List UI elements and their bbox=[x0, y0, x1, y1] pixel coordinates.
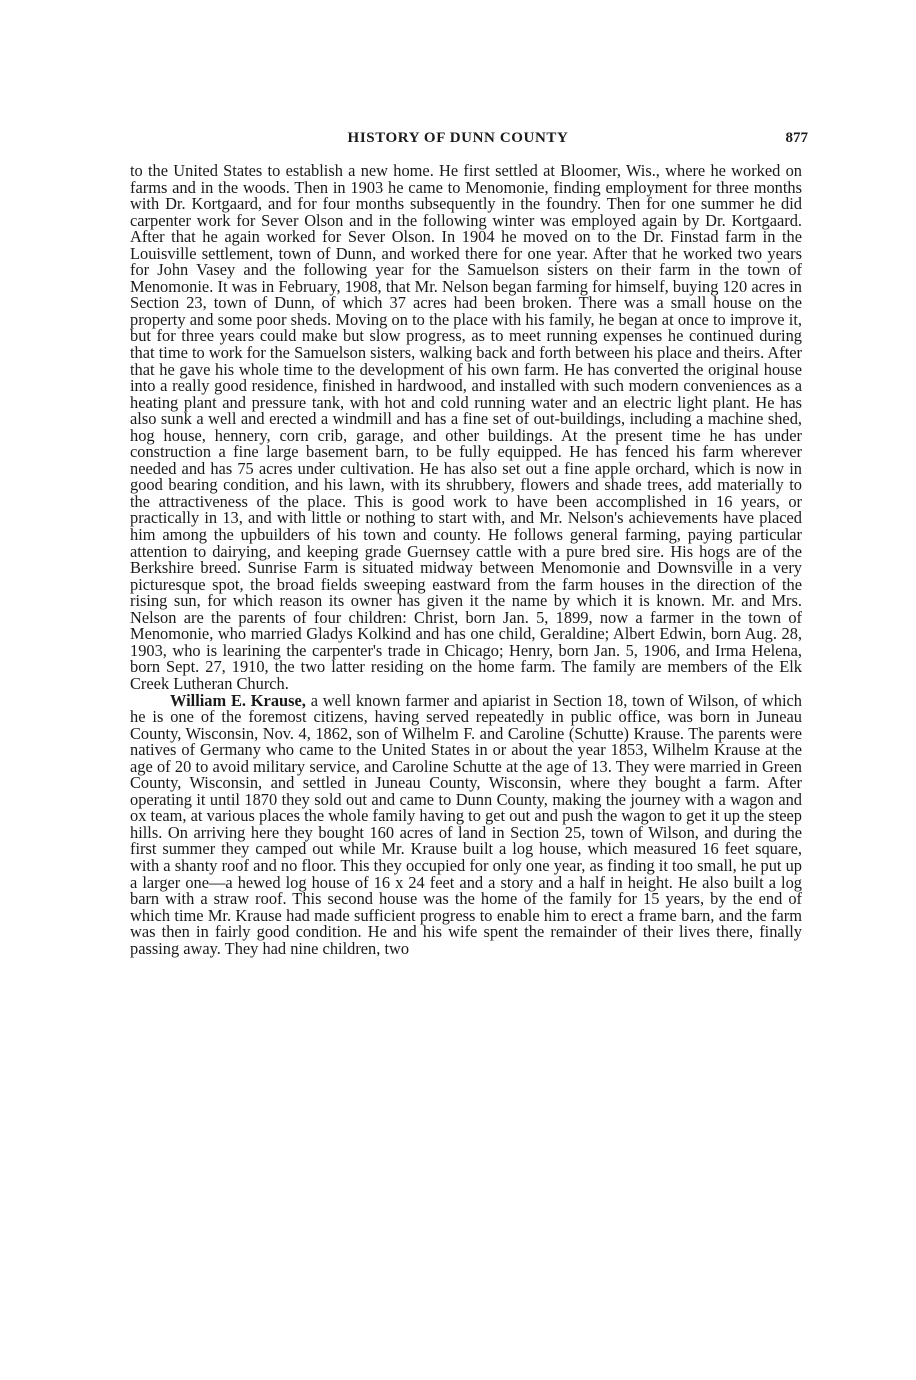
page-header bbox=[0, 130, 916, 150]
paragraph-text: a well known farmer and apiarist in Section 18, town of Wilson, of which he is one of the foremost citizens, having served repeatedly in public office, was born in Juneau County, Wisconsin, Nov. 4, 1862, son of Wilhelm F. and Caroline (Schutte) Krause. The parents were natives of Germany who came to the United States in or about the year 1853, Wilhelm Krause at the age of 20 to avoid military service, and Caroline Schutte at the age of 13. They were married in Green County, Wisconsin, and settled in Juneau County, Wisconsin, where they bought a farm. After operating it until 1870 they sold out and came to Dunn County, making the journey with a wagon and ox team, at various places the whole family having to get out and push the wagon to get it up the steep hills. On arriving here they bought 160 acres of land in Section 25, town of Wilson, and during the first summer they camped out while Mr. Krause built a log house, which measured 16 feet square, with a shanty roof and no floor. This they occupied for only one year, as finding it too small, he put up a larger one—a hewed log house of 16 x 24 feet and a story and a half in height. He also built a log barn with a straw roof. This second house was the home of the family for 15 years, by the end of which time Mr. Krause had made sufficient progress to enable him to erect a frame barn, and the farm was then in fairly good condition. He and his wife spent the remainder of their lives there, finally passing away. They had nine children, two bbox=[130, 690, 802, 958]
biography-name: William E. Krause, bbox=[170, 690, 306, 710]
paragraph-text: to the United States to establish a new home. He first settled at Bloomer, Wis., where he worked on farms and in the woods. Then in 1903 he came to Menomonie, finding employment for three months with Dr. Kortgaard, and for four months subsequently in the foundry. Then for one summer he did carpenter work for Sever Olson and in the following winter was employed again by Dr. Kortgaard. After that he again worked for Sever Olson. In 1904 he moved on to the Dr. Finstad farm in the Louisville settlement, town of Dunn, and worked there for one year. After that he worked two years for John Vasey and the following year for the Samuelson sisters on their farm in the town of Menomonie. It was in February, 1908, that Mr. Nelson began farming for himself, buying 120 acres in Section 23, town of Dunn, of which 37 acres had been broken. There was a small house on the property and some poor sheds. Moving on to the place with his family, he began at once to improve it, but for three years could make but slow progress, as to meet running expenses he continued during that time to work for the Samuelson sisters, walking back and forth between his place and theirs. After that he gave his whole time to the development of his own farm. He has converted the original house into a really good residence, finished in hardwood, and installed with such modern conveniences as a heating plant and pressure tank, with hot and cold running water and an electric light plant. He has also sunk a well and erected a windmill and has a fine set of out-buildings, including a machine shed, hog house, hennery, corn crib, garage, and other buildings. At the present time he has under construction a fine large basement barn, to be fully equipped. He has fenced his farm wherever needed and has 75 acres under cultivation. He has also set out a fine apple orchard, which is now in good bearing condition, and his lawn, with its shrubbery, flowers and shade trees, add materially to the attractiveness of the place. This is good work to have been accomplished in 16 years, or practically in 13, and with little or nothing to start with, and Mr. Nelson's achievements have placed him among the upbuilders of his town and county. He follows general farming, paying particular attention to dairying, and keeping grade Guernsey cattle with a pure bred sire. His hogs are of the Berkshire breed. Sunrise Farm is situated midway between Menomonie and Downsville in a very picturesque spot, the broad fields sweeping eastward from the farm houses in the direction of the rising sun, for which reason its owner has given it the name by which it is known. Mr. and Mrs. Nelson are the parents of four children: Christ, born Jan. 5, 1899, now a farmer in the town of Menomonie, who married Gladys Kolkind and has one child, Geraldine; Albert Edwin, born Aug. 28, 1903, who is learining the carpenter's trade in Chicago; Henry, born Jan. 5, 1906, and Irma Helena, born Sept. 27, 1910, the two latter residing on the home farm. The family are members of the Elk Creek Lutheran Church. bbox=[130, 161, 802, 693]
running-head: HISTORY OF DUNN COUNTY bbox=[347, 130, 569, 146]
paragraph-krause bbox=[130, 690, 802, 958]
paragraph-continuation bbox=[130, 163, 802, 693]
page-number: 877 bbox=[785, 130, 808, 146]
body-text bbox=[130, 163, 802, 957]
